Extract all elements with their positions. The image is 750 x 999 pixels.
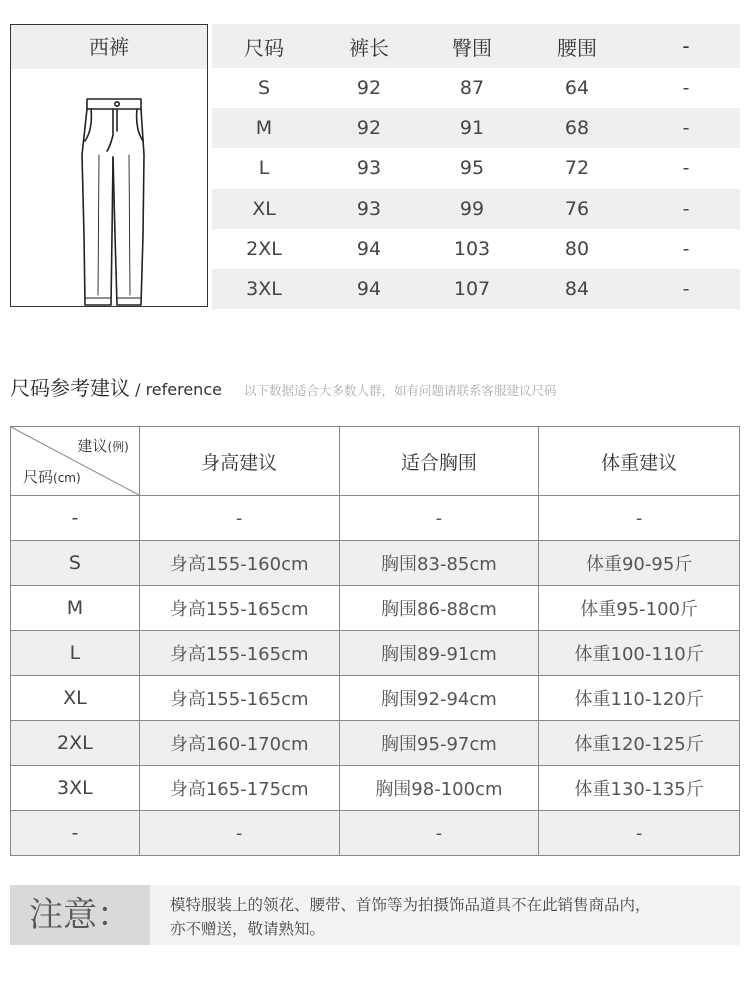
size-table-header bbox=[212, 24, 740, 68]
table-row bbox=[11, 676, 740, 721]
header-cell: 裤长 bbox=[316, 24, 422, 68]
table-cell: 93 bbox=[316, 189, 422, 229]
recommendation-table bbox=[10, 426, 740, 856]
table-cell: 80 bbox=[564, 237, 590, 260]
table-cell: 体重120-125斤 bbox=[539, 721, 740, 766]
table-cell: 3XL bbox=[212, 269, 316, 309]
table-cell: 体重100-110斤 bbox=[539, 631, 740, 676]
pants-outline-icon bbox=[73, 95, 151, 315]
table-cell: 64 bbox=[564, 77, 590, 100]
table-row bbox=[212, 269, 740, 309]
table-cell: 76 bbox=[522, 189, 632, 229]
table-cell: 胸围95-97cm bbox=[339, 721, 539, 766]
header-cell: 臀围 bbox=[422, 24, 522, 68]
table-row bbox=[212, 108, 740, 148]
table-cell: XL bbox=[212, 189, 316, 229]
header-cell: 腰围 bbox=[522, 24, 632, 68]
table-cell: 92 bbox=[316, 108, 422, 148]
table-row bbox=[11, 541, 740, 586]
table-cell: 107 bbox=[422, 269, 522, 309]
table-cell: 身高155-165cm bbox=[139, 586, 339, 631]
notice-box bbox=[10, 885, 740, 945]
table-cell: L bbox=[258, 157, 270, 180]
table-cell: 身高155-160cm bbox=[139, 541, 339, 586]
table-row bbox=[11, 766, 740, 811]
table-cell: 84 bbox=[522, 269, 632, 309]
table-cell: 94 bbox=[316, 269, 422, 309]
table-cell: - bbox=[139, 496, 339, 541]
product-title: 西裤 bbox=[11, 25, 207, 69]
header-cell: 身高建议 bbox=[139, 427, 339, 496]
table-cell: - bbox=[539, 811, 740, 856]
notice-text bbox=[170, 893, 735, 941]
table-cell: M bbox=[11, 586, 140, 631]
section-note: 以下数据适合大多数人群，如有问题请联系客服建议尺码 bbox=[243, 383, 557, 398]
table-cell: 99 bbox=[422, 189, 522, 229]
table-cell: 身高160-170cm bbox=[139, 721, 339, 766]
table-cell: S bbox=[257, 77, 271, 100]
table-cell: M bbox=[212, 108, 316, 148]
table-cell: - bbox=[11, 496, 140, 541]
table-cell: - bbox=[682, 77, 690, 100]
table-cell: 胸围89-91cm bbox=[339, 631, 539, 676]
table-cell: 87 bbox=[459, 77, 485, 100]
table-cell: 2XL bbox=[246, 237, 282, 260]
header-cell: - bbox=[632, 24, 740, 68]
notice-label: 注意： bbox=[10, 885, 150, 945]
table-row bbox=[11, 496, 740, 541]
table-row bbox=[212, 229, 740, 269]
table-row bbox=[11, 811, 740, 856]
table-cell: XL bbox=[11, 676, 140, 721]
product-box bbox=[10, 24, 208, 307]
table-cell: 身高155-165cm bbox=[139, 676, 339, 721]
table-cell: 68 bbox=[522, 108, 632, 148]
table-cell: - bbox=[139, 811, 339, 856]
table-cell: 体重110-120斤 bbox=[539, 676, 740, 721]
table-row bbox=[11, 721, 740, 766]
header-cell: 尺码 bbox=[212, 24, 316, 68]
section-subtitle: / reference bbox=[130, 380, 222, 399]
table-row bbox=[212, 148, 740, 188]
table-cell: 72 bbox=[564, 157, 590, 180]
table-cell: 体重130-135斤 bbox=[539, 766, 740, 811]
table-cell: - bbox=[539, 496, 740, 541]
table-cell: 身高165-175cm bbox=[139, 766, 339, 811]
table-cell: - bbox=[682, 237, 690, 260]
table-cell: 胸围92-94cm bbox=[339, 676, 539, 721]
table-cell: 胸围86-88cm bbox=[339, 586, 539, 631]
table-cell: - bbox=[632, 189, 740, 229]
rec-table-header bbox=[11, 427, 740, 496]
table-cell: 103 bbox=[453, 237, 491, 260]
table-cell: 体重95-100斤 bbox=[539, 586, 740, 631]
table-cell: 92 bbox=[356, 77, 382, 100]
table-cell: S bbox=[11, 541, 140, 586]
table-cell: 胸围98-100cm bbox=[339, 766, 539, 811]
corner-top-label: 建议(例) bbox=[77, 437, 129, 455]
header-cell: 体重建议 bbox=[539, 427, 740, 496]
table-cell: - bbox=[11, 811, 140, 856]
corner-bottom-label: 尺码(cm) bbox=[23, 468, 81, 486]
table-row bbox=[11, 586, 740, 631]
table-cell: 体重90-95斤 bbox=[539, 541, 740, 586]
table-cell: 95 bbox=[459, 157, 485, 180]
table-cell: 3XL bbox=[11, 766, 140, 811]
table-cell: - bbox=[339, 496, 539, 541]
table-cell: 94 bbox=[356, 237, 382, 260]
section-title: 尺码参考建议 bbox=[10, 376, 130, 400]
notice-line: 亦不赠送，敬请熟知。 bbox=[170, 920, 326, 938]
table-cell: 93 bbox=[356, 157, 382, 180]
table-cell: 2XL bbox=[11, 721, 140, 766]
section-heading bbox=[10, 372, 556, 402]
table-cell: - bbox=[632, 108, 740, 148]
size-table bbox=[212, 24, 740, 309]
table-cell: - bbox=[682, 157, 690, 180]
table-cell: 91 bbox=[422, 108, 522, 148]
table-cell: - bbox=[339, 811, 539, 856]
table-cell: - bbox=[632, 269, 740, 309]
header-cell: 适合胸围 bbox=[339, 427, 539, 496]
table-row bbox=[11, 631, 740, 676]
table-row bbox=[212, 189, 740, 229]
corner-cell bbox=[11, 427, 140, 496]
table-cell: L bbox=[11, 631, 140, 676]
table-row bbox=[212, 68, 740, 108]
table-cell: 身高155-165cm bbox=[139, 631, 339, 676]
notice-line: 模特服装上的领花、腰带、首饰等为拍摄饰品道具不在此销售商品内， bbox=[170, 896, 651, 914]
table-cell: 胸围83-85cm bbox=[339, 541, 539, 586]
